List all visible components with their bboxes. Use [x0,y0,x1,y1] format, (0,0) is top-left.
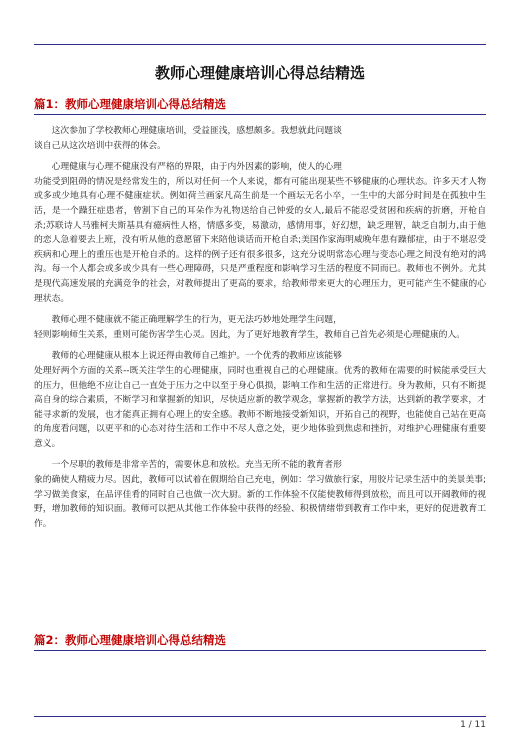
section-heading-1: 篇1：教师心理健康培训心得总结精选 [34,96,486,115]
paragraph-1-first-line: 这次参加了学校教师心理健康培训，受益匪浅，感想颇多。我想就此问题谈 [51,126,342,136]
paragraph-3-first-line: 教师心理不健康就不能正确理解学生的行为，更无法巧妙地处理学生问题， [51,315,342,326]
paragraph-2-first-line: 心理健康与心理不健康没有严格的界限，由于内外因素的影响，使人的心理 [51,162,342,173]
paragraph-4 [34,349,486,451]
paragraph-3 [34,313,486,342]
page-number: 1 / 11 [460,720,486,730]
paragraph-3-rest: 轻则影响师生关系，重则可能伤害学生心灵。因此，为了更好地教育学生，教师自己首先必须是心理健康的人。 [34,329,466,340]
header-rule [34,44,486,45]
paragraph-4-rest: 处理好两个方面的关系--既关注学生的心理健康，同时也重视自己的心理健康。优秀的教师在需要的时候能承受巨大的压力，但他绝不应让自己一直处于压力之中以至于身心俱损，影响工作和生活的正常进行。身为教师，只有不断提高自身的综合素质，不断学习和掌握新的知识，尽快适应新的教学观念，掌握新的教学方法，达到新的教学要求，才能寻求新的发展，也才能真正拥有心理上的安全感。教师不断地接受新知识，开拓自己的视野，也能使自己站在更高的角度看问题，以更平和的心态对待生活和工作中不尽人意之处，更少地体验到焦虑和挫折，对维护心理健康有重要意义。 [34,365,486,449]
paragraph-2-rest: 功能受到阻碍的情况是经常发生的，所以对任何一个人来说，都有可能出现某些不够健康的心理状态。许多天才人物或多或少地具有心理不健康症状。例如荷兰画家凡高生前是一个画坛无名小卒，一生中的大部分时间是在孤独中生活，是一个躁狂症患者，曾割下自己的耳朵作为礼物送给自己钟爱的女人,最后不能忍受贫困和疾病的折磨，开枪自杀;苏联诗人马雅柯夫斯基具有癔病性人格，情感多变，易激动，感情用事，好幻想，缺乏理智，缺乏自制力,由于他的恋人急着要去上班，没有听从他的意愿留下来陪他谈话而开枪自杀;美国作家海明威晚年患有躁郁症，由于不堪忍受疾病和心理上的重压也是开枪自杀的。这样的例子还有很多很多，这充分说明常态心理与变态心理之间没有绝对的鸿沟。每一个人都会或多或少具有一些心理障碍，只是严重程度和影响学习生活的程度不同而已。教师也不例外。尤其是现代高速发展的充满竞争的社会，对教师提出了更高的要求，给教师带来更大的心理压力，更可能产生不健康的心理状态。 [34,176,486,304]
paragraph-1-rest: 谈自己从这次培训中获得的体会。 [34,140,166,151]
document-body [34,124,486,538]
footer-rule [34,716,486,717]
document-title: 教师心理健康培训心得总结精选 [154,64,365,82]
paragraph-5-first-line: 一个尽职的教师是非常辛苦的，需要休息和放松。充当无所不能的教育者形 [51,460,342,471]
paragraph-1 [34,124,486,153]
paragraph-5 [34,458,486,531]
paragraph-5-rest: 象的确使人精疲力尽。因此，教师可以试着在假期给自己充电，例如：学习做旅行家，用胶片记录生活中的美景美事;学习做美食家，在品评佳肴的同时自己也做一次大厨。新的工作体验不仅能使教师得到放松，而且可以开阔教师的视野，增加教师的知识面。教师可以把从其他工作体验中获得的经验、积极情绪带到教育工作中来，更好的促进教育工作。 [34,475,486,529]
section-heading-2: 篇2：教师心理健康培训心得总结精选 [34,632,486,651]
paragraph-2 [34,160,486,306]
paragraph-4-first-line: 教师的心理健康从根本上说还得由教师自己维护。一个优秀的教师应该能够 [51,351,342,362]
